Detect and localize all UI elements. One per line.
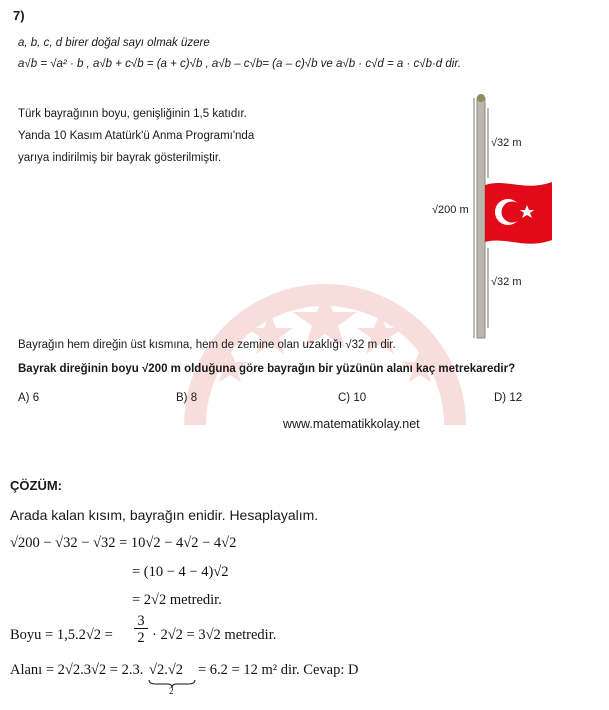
question-prompt: Bayrak direğinin boyu √200 m olduğuna göre bayrağın bir yüzünün alanı kaç metrekaredir? — [18, 363, 516, 375]
fraction-numerator: 3 — [134, 614, 148, 629]
underbrace-value: 2 — [169, 686, 174, 696]
option-a: A) 6 — [18, 392, 40, 404]
option-b: B) 8 — [176, 392, 198, 404]
fraction — [134, 614, 148, 645]
website-link: www.matematikkolay.net — [283, 417, 420, 431]
solution-line-3: = 2√2 metredir. — [132, 592, 222, 608]
pole-finial — [477, 94, 485, 102]
pole — [477, 98, 485, 338]
rules-formula: a√b = √a² · b , a√b + c√b = (a + c)√b , a√b – c√b= (a – c)√b ve a√b · c√d = a · c√b·d dir. — [18, 58, 461, 70]
solution-line-4-suffix: · 2√2 = 3√2 metredir. — [152, 627, 277, 643]
solution-line-2: = (10 − 4 − 4)√2 — [132, 564, 229, 580]
distance-text: Bayrağın hem direğin üst kısmına, hem de zemine olan uzaklığı √32 m dir. — [18, 339, 396, 351]
solution-line-5-suffix: = 6.2 = 12 m² dir. Cevap: D — [198, 662, 359, 678]
question-number: 7) — [13, 8, 25, 23]
bottom-distance-label: √32 m — [491, 276, 522, 288]
paragraph-line-1: Türk bayrağının boyu, genişliğinin 1,5 katıdır. — [18, 108, 247, 120]
fraction-denominator: 2 — [137, 630, 145, 646]
solution-intro: Arada kalan kısım, bayrağın enidir. Hesaplayalım. — [10, 507, 319, 523]
solution-braced-term: √2.√2 — [149, 662, 184, 678]
solution-line-4-prefix: Boyu = 1,5.2√2 = — [10, 627, 113, 643]
option-c: C) 10 — [338, 392, 367, 404]
turkish-flag — [485, 182, 552, 244]
solution-line-1: √200 − √32 − √32 = 10√2 − 4√2 − 4√2 — [10, 535, 237, 551]
solution-title: ÇÖZÜM: — [10, 478, 62, 493]
top-distance-label: √32 m — [491, 137, 522, 149]
pole-height-label: √200 m — [432, 204, 469, 216]
rules-intro: a, b, c, d birer doğal sayı olmak üzere — [18, 37, 210, 49]
solution-line-5-prefix: Alanı = 2√2.3√2 = 2.3. — [10, 662, 144, 678]
paragraph-line-3: yarıya indirilmiş bir bayrak gösterilmiştir. — [18, 152, 222, 164]
option-d: D) 12 — [494, 392, 523, 404]
paragraph-line-2: Yanda 10 Kasım Atatürk'ü Anma Programı'nda — [18, 130, 255, 142]
